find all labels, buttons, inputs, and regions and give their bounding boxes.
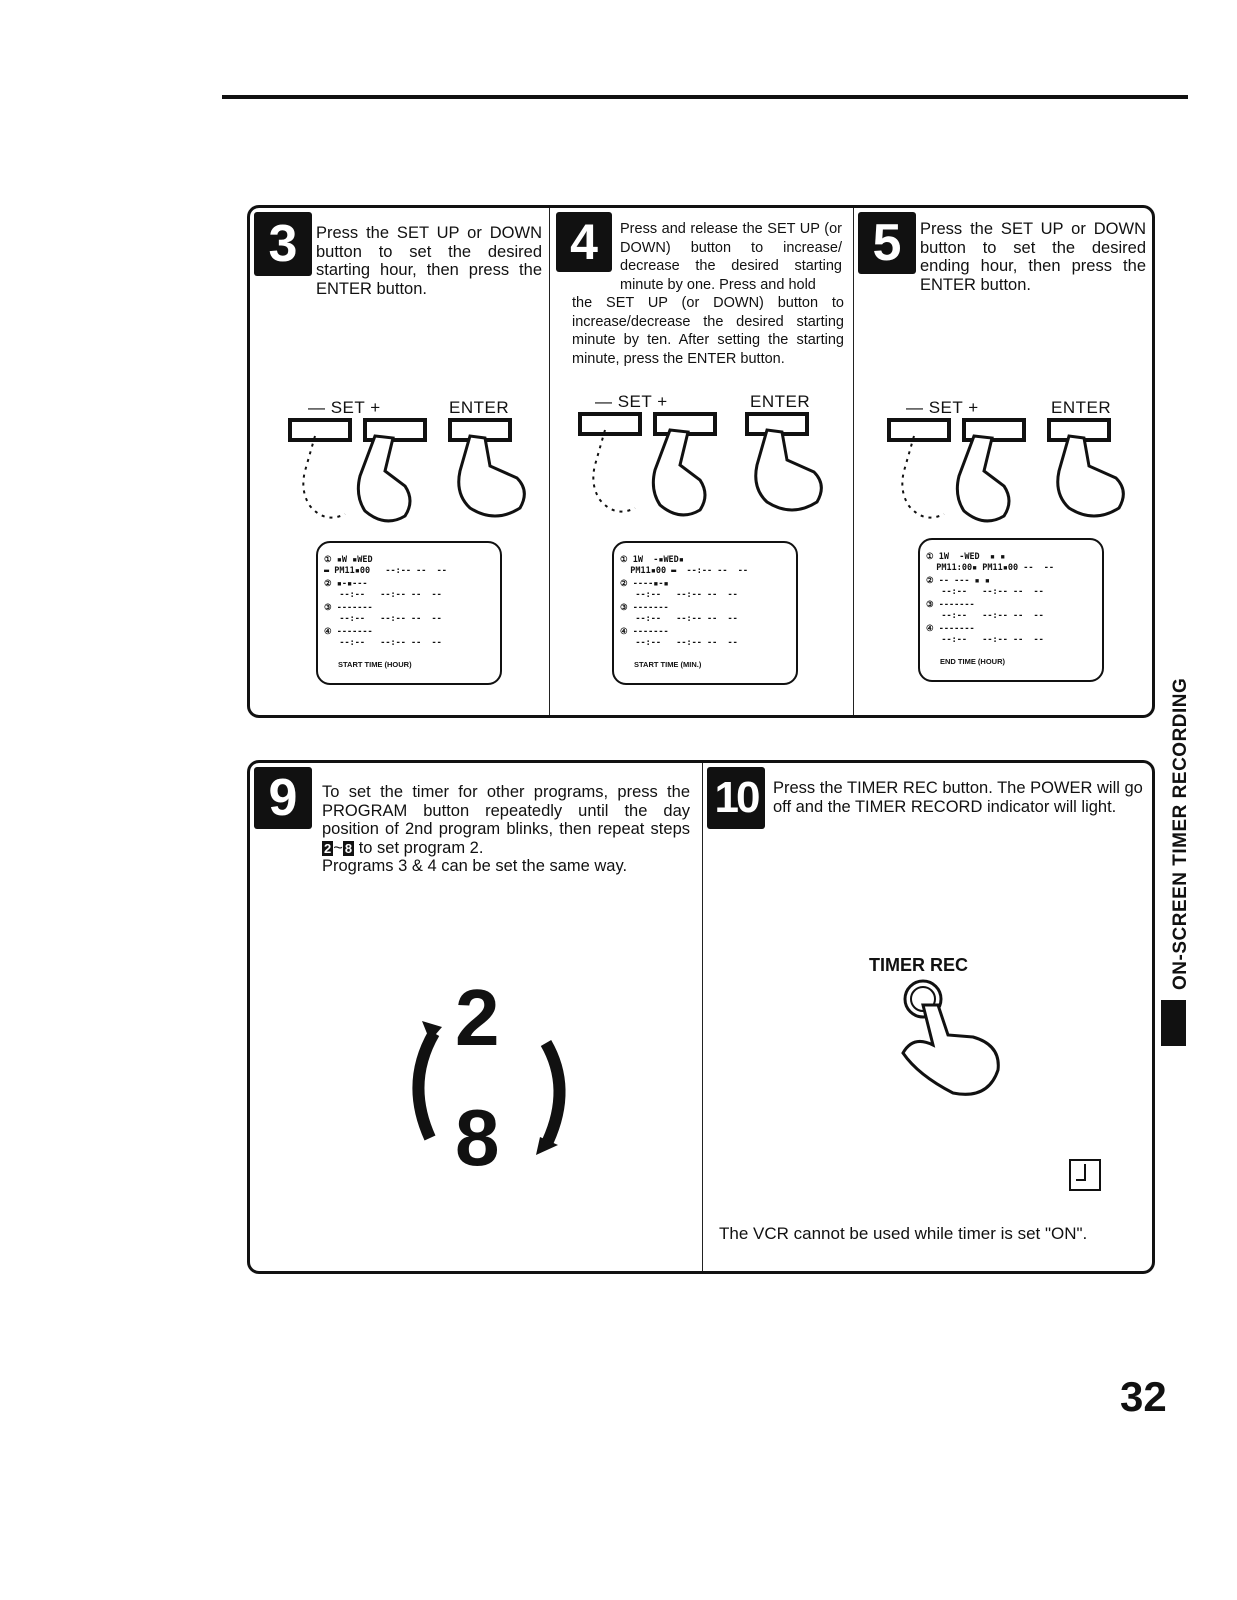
step-ref-from: 2: [324, 840, 332, 856]
step-9: [250, 763, 702, 1271]
step-instruction-tail: to set program 2.: [358, 838, 484, 857]
cycle-top-number: 2: [455, 973, 500, 1062]
screen-line: --:-- --:-- -- --: [926, 635, 1044, 645]
screen-line: --:-- --:-- -- --: [620, 590, 738, 600]
screen-line: ② -- --- ▪ ▪: [926, 576, 990, 586]
enter-label: ENTER: [1051, 398, 1112, 417]
section-tab-marker: [1161, 1000, 1186, 1046]
screen-line: ③ -------: [926, 600, 975, 610]
step-instruction-extra: Programs 3 & 4 can be set the same way.: [322, 857, 628, 875]
set-label: — SET +: [308, 398, 381, 417]
remote-buttons-hand-icon: [575, 410, 845, 530]
step-instruction: Press the SET UP or DOWN button to set the desired ending hour, then press the ENTER button.: [920, 220, 1146, 294]
screen-line: ④ -------: [926, 624, 975, 634]
top-rule: [222, 95, 1188, 99]
screen-line: ▬ PM11▪00 --:-- -- --: [324, 566, 447, 576]
screen-line: ① ▪W ▪WED: [324, 555, 373, 565]
step-4: [550, 208, 853, 715]
cycle-bottom-number: 8: [455, 1093, 500, 1182]
tv-screen: [918, 538, 1104, 682]
enter-label: ENTER: [449, 398, 510, 417]
timer-rec-button-hand-icon: [893, 975, 1013, 1105]
section-tab-label: ON-SCREEN TIMER RECORDING: [1170, 677, 1191, 990]
screen-line: --:-- --:-- -- --: [324, 638, 442, 648]
step-3: [250, 208, 549, 715]
screen-line: ② ▪-▪---: [324, 579, 368, 589]
enter-label: ENTER: [750, 392, 811, 411]
screen-line: ④ -------: [620, 627, 669, 637]
step-ref-separator: ~: [333, 838, 343, 857]
cycle-arrows-icon: [400, 1013, 580, 1163]
screen-line: PM11:00▪ PM11▪00 -- --: [926, 563, 1054, 573]
step-instruction: Press the TIMER REC button. The POWER will go off and the TIMER RECORD indicator will light.: [773, 779, 1143, 816]
screen-line: ③ -------: [324, 603, 373, 613]
set-label: — SET +: [906, 398, 979, 417]
screen-line: --:-- --:-- -- --: [324, 590, 442, 600]
screen-line: --:-- --:-- -- --: [926, 587, 1044, 597]
step-10: [703, 763, 1152, 1271]
step-number: 5: [858, 212, 916, 274]
step-ref-to: 8: [344, 840, 353, 856]
timer-rec-label: TIMER REC: [869, 955, 968, 975]
remote-buttons-hand-icon: [285, 416, 545, 536]
page-number: 32: [1120, 1373, 1167, 1420]
screen-line: --:-- --:-- -- --: [620, 614, 738, 624]
step-5: [854, 208, 1152, 715]
screen-line: ③ -------: [620, 603, 669, 613]
screen-line: --:-- --:-- -- --: [926, 611, 1044, 621]
screen-caption: START TIME (HOUR): [338, 660, 412, 669]
steps-3-5-panel: [247, 205, 1155, 718]
timer-note: The VCR cannot be used while timer is set "ON".: [719, 1224, 1088, 1243]
step-number: 9: [254, 767, 312, 829]
tv-screen: [316, 541, 502, 685]
set-label: — SET +: [595, 392, 668, 411]
screen-line: PM11▪00 ▬ --:-- -- --: [620, 566, 748, 576]
steps-9-10-panel: [247, 760, 1155, 1274]
timer-indicator-icon: [1068, 1158, 1102, 1192]
screen-line: ② ----▪-▪: [620, 579, 669, 589]
screen-caption: START TIME (MIN.): [634, 660, 702, 669]
step-instruction-text: To set the timer for other programs, press the PROGRAM button repeatedly until the day position of 2nd program blinks, then repeat steps: [322, 783, 690, 838]
screen-line: ① 1W -▪WED▪: [620, 555, 684, 565]
step-instruction-continued: the SET UP (or DOWN) button to increase/decrease the desired starting minute by ten. After setting the starting minute, press the ENTER button.: [572, 295, 844, 367]
step-number: 3: [254, 212, 312, 276]
step-number: 10: [707, 767, 765, 829]
screen-line: --:-- --:-- -- --: [620, 638, 738, 648]
step-instruction: Press the SET UP or DOWN button to set the desired starting hour, then press the ENTER button.: [316, 224, 542, 298]
screen-line: ① 1W -WED ▪ ▪: [926, 552, 1006, 562]
screen-caption: END TIME (HOUR): [940, 657, 1005, 666]
step-instruction: [322, 783, 690, 857]
tv-screen: [612, 541, 798, 685]
step-instruction: Press and release the SET UP (or DOWN) button to increase/ decrease the desired starting minute by one. Press and hold: [620, 221, 842, 293]
remote-buttons-hand-icon: [884, 416, 1144, 536]
screen-line: ④ -------: [324, 627, 373, 637]
screen-line: --:-- --:-- -- --: [324, 614, 442, 624]
step-number: 4: [556, 212, 612, 272]
